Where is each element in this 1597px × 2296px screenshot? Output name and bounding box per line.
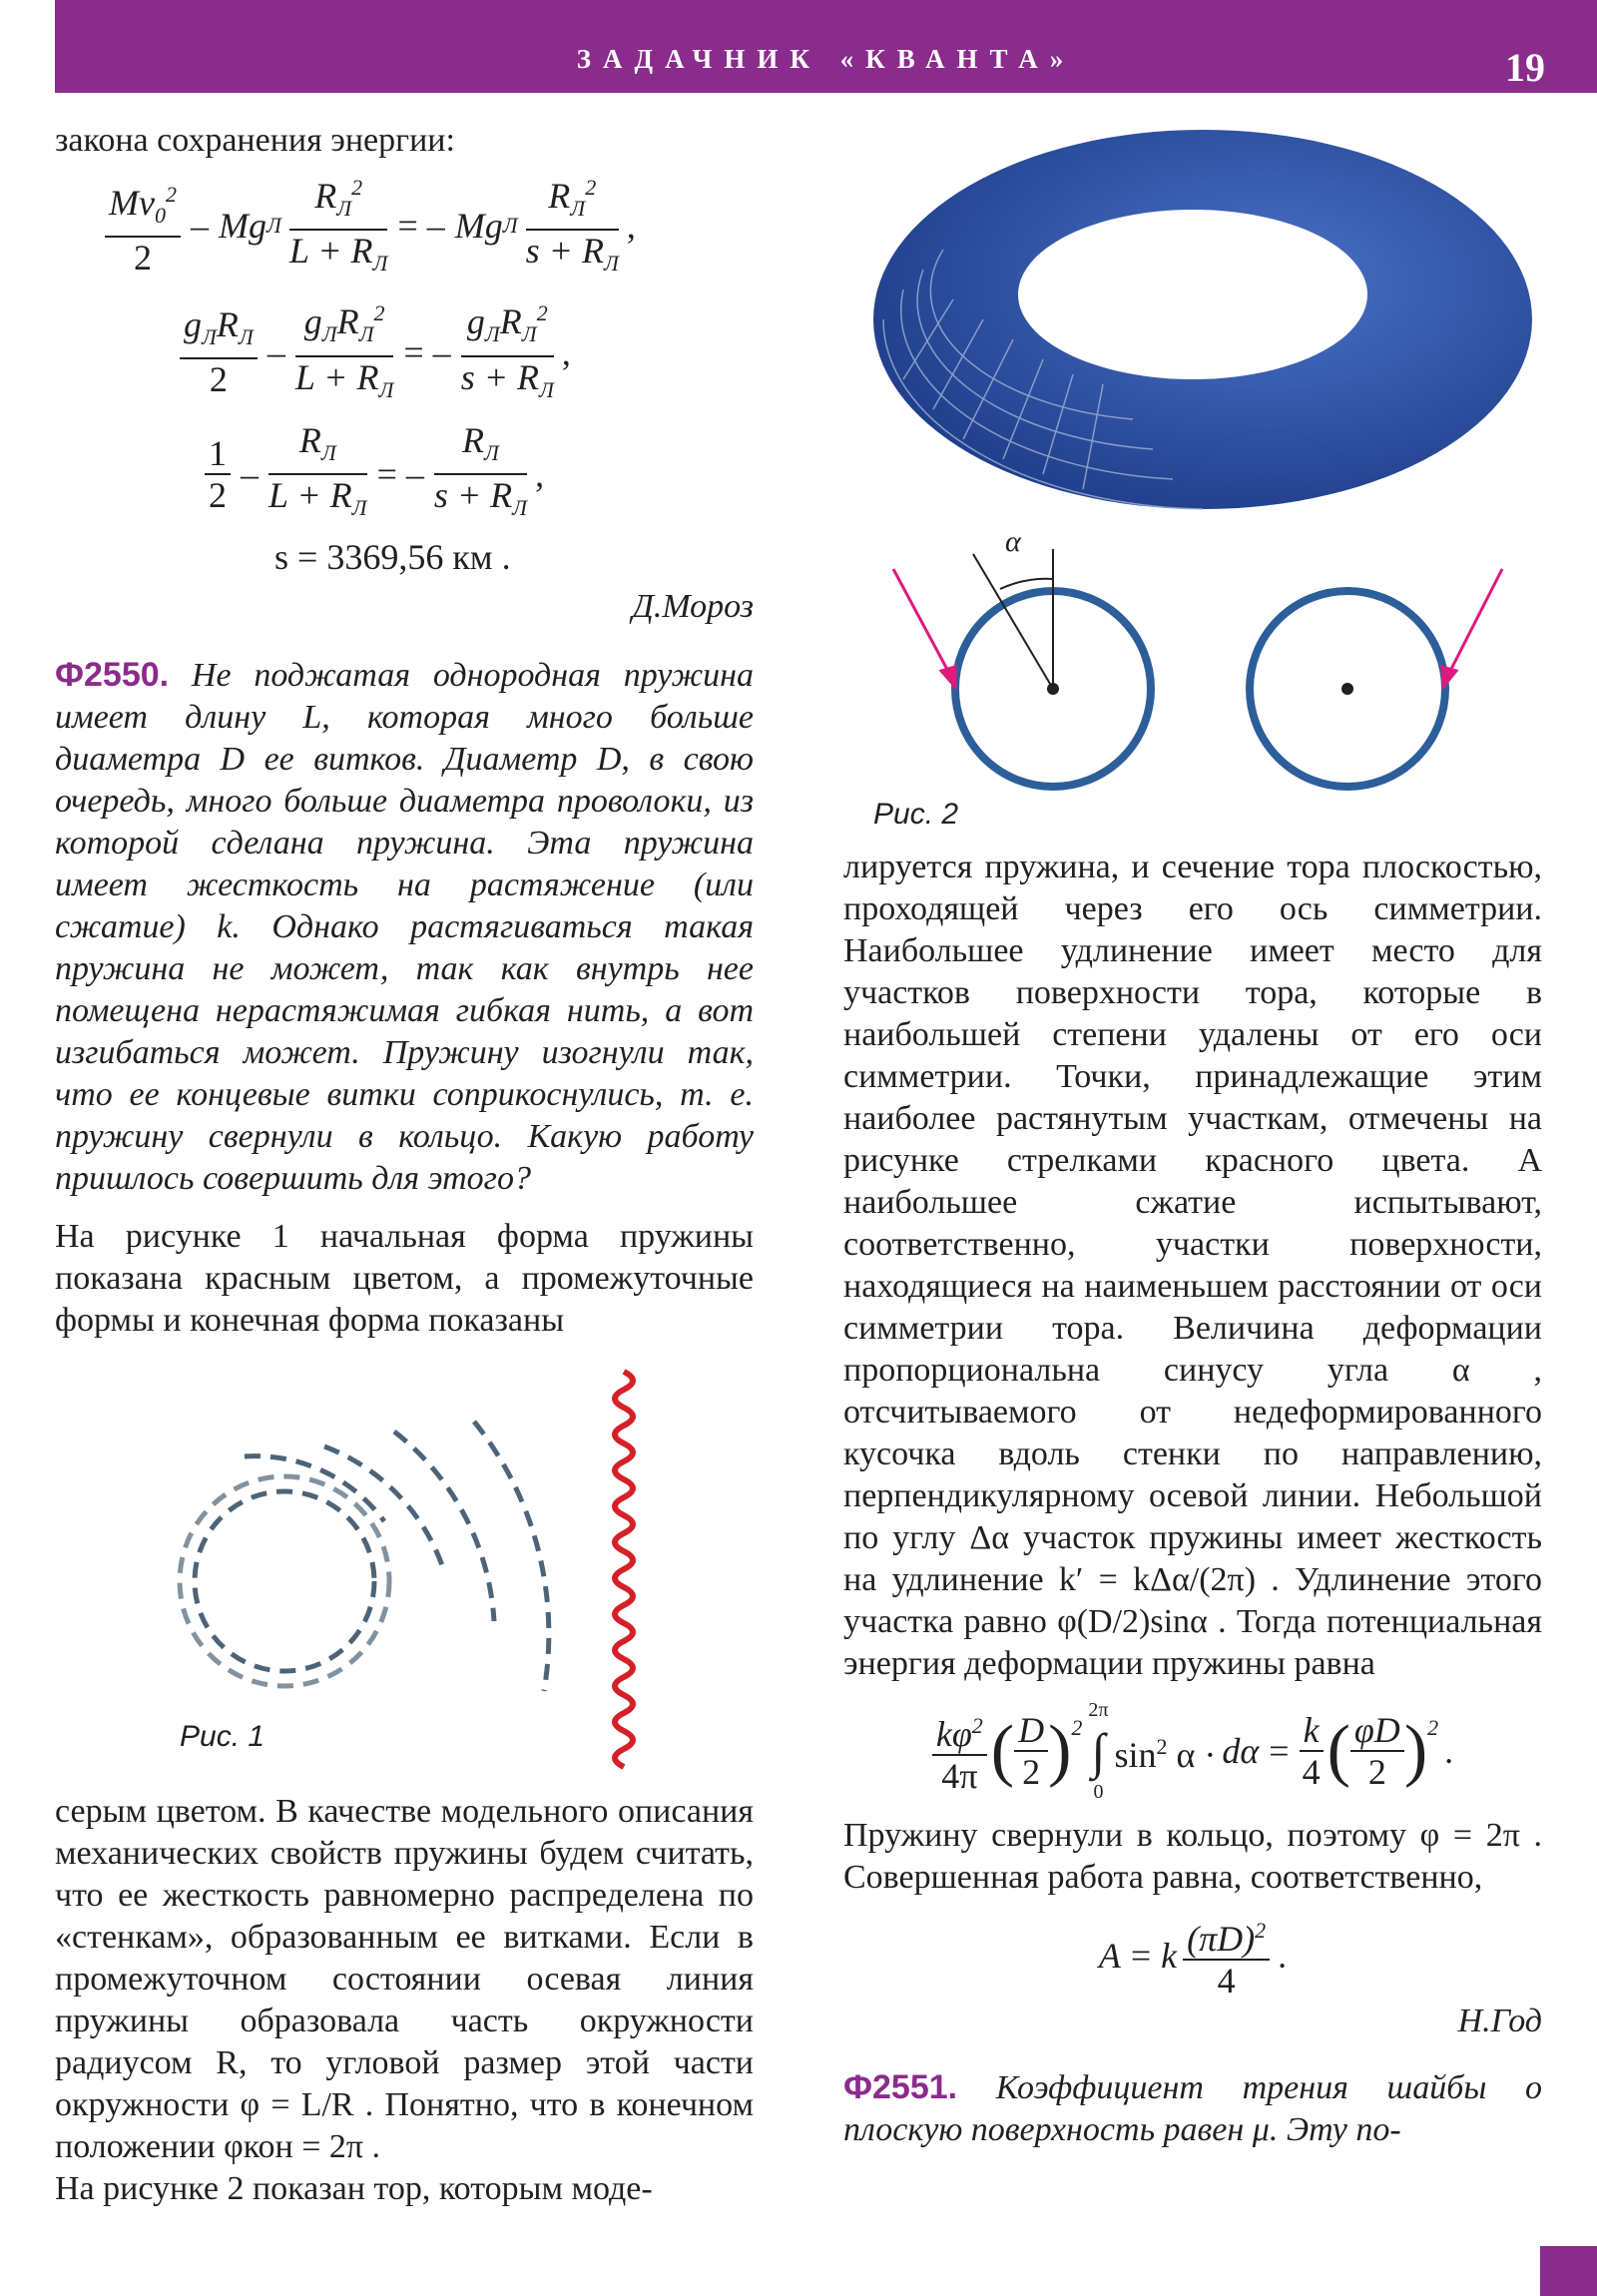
energy-equations <box>55 168 754 578</box>
spring-intermediate-4 <box>474 1422 549 1691</box>
spring-figure <box>55 1362 754 1781</box>
solution-para-5: Пружину свернули в кольцо, поэтому φ = 2π . Совершенная работа равна, соответственно, <box>843 1817 1542 1896</box>
spring-ring-final <box>195 1491 374 1671</box>
torus-cross-section <box>955 525 1445 787</box>
equation-result: s = 3369,56 км . <box>274 537 511 578</box>
equation-1: $Mv_0^2$ 2 – Mg Л $R_Л^2$ $L + R_Л$ = – Mg Л $R_Л^2$ $s + R_Л$ , <box>105 168 754 284</box>
intro-text: закона сохранения энергии: <box>55 122 455 159</box>
torus-figure <box>843 120 1542 839</box>
figure-1-caption: Рис. 1 <box>180 1720 266 1754</box>
figure-2 <box>843 120 1542 839</box>
solution-para-2: серым цветом. В качестве модельного описания механических свойств пружины будем считать, что ее жесткость равномерно распределена по «стенкам», образованным ее витками. Если в промежуточном состоянии осевая линия пружины образовала часть окружности радиусом R, то угловой размер этой части окружности φ = L/R . Понятно, что в конечном положении φкон = 2π . <box>55 1793 754 2166</box>
right-column <box>843 120 1542 2151</box>
journal-section-title: ЗАДАЧНИК «КВАНТА» <box>576 44 1076 74</box>
page-number: 19 <box>1505 45 1545 90</box>
work-formula: A = k $(\pi D)^2$ 4 . <box>843 1911 1542 2001</box>
author-moroz: Д.Мороз <box>632 588 754 626</box>
page-header <box>55 0 1597 93</box>
left-column <box>55 120 754 2210</box>
author-god: Н.Год <box>1457 2003 1542 2039</box>
torus-3d <box>873 130 1532 509</box>
problem-f2551 <box>843 2066 1542 2151</box>
page-corner-bar <box>1540 2246 1597 2296</box>
figure-2-caption: Рис. 2 <box>873 798 959 831</box>
problem-id-2: Ф2551. <box>843 2068 958 2106</box>
problem-id: Ф2550. <box>55 656 170 695</box>
stretch-arrows <box>893 569 1502 687</box>
equation-2: $g_ЛR_Л$ 2 – $g_ЛR_Л^2$ $L + R_Л$ = – $g_ЛR_Л^2$ $s + R_Л$ , <box>180 293 754 409</box>
problem-text-2: Коэффициент трения шайбы о плоскую поверхность равен μ. Эту по- <box>843 2069 1542 2148</box>
equation-3: 1 2 – $R_Л$ $L + R_Л$ = – $R_Л$ $s + R_Л$ , <box>205 420 754 528</box>
solution-para-1: На рисунке 1 начальная форма пружины показана красным цветом, а промежуточные формы и конечная форма показаны <box>55 1218 754 1340</box>
alpha-label: α <box>1005 525 1021 558</box>
energy-integral: $k\varphi^2$ 4π ( D 2 ) $^2$ 2π ∫ 0 $\sin^2 \alpha$ · dα = $\frac{k}{4}$ ( φD 2 ) $^2$ . <box>843 1701 1542 1801</box>
problem-f2550 <box>55 654 754 1200</box>
spring-initial-red <box>615 1372 633 1767</box>
problem-text: Не поджатая однородная пружина имеет длину L, которая много больше диаметра D ее витков. Диаметр D, в свою очередь, много больше диаметра проволоки, из которой сделана пружина. Эта пружина имеет жесткость на растяжение (или сжатие) k. Однако растягиваться такая пружина не может, так как внутрь нее помещена нерастяжимая гибкая нить, а вот изгибаться может. Пружину изогнули так, что ее концевые витки соприкоснулись, т. е. пружину свернули в кольцо. Какую работу пришлось совершить для этого? <box>55 657 755 1198</box>
spring-intermediate-3 <box>394 1432 494 1621</box>
solution-para-3: На рисунке 2 показан тор, которым моде- <box>55 2170 653 2208</box>
solution-para-4: лируется пружина, и сечение тора плоскостью, проходящей через его ось симметрии. Наибольшее удлинение имеет место для участков поверхности тора, которые в наибольшей степени удалены от его оси симметрии. Точки, принадлежащие этим наиболее растянутым участкам, отмечены на рисунке стрелками красного цвета. А наибольшее сжатие испытывают, соответственно, участки поверхности, находящиеся на наименьшем расстоянии от оси симметрии тора. Величина деформации пропорциональна синусу угла α , отсчитываемого от недеформированного кусочка вдоль стенки по направлению, перпендикулярному осевой линии. Небольшой по углу Δα участок пружины имеет жесткость на удлинение k′ = kΔα/(2π) . Удлинение этого участка равно φ(D/2)sinα . Тогда потенциальная энергия деформации пружины равна <box>843 849 1542 1682</box>
figure-1 <box>55 1362 754 1781</box>
